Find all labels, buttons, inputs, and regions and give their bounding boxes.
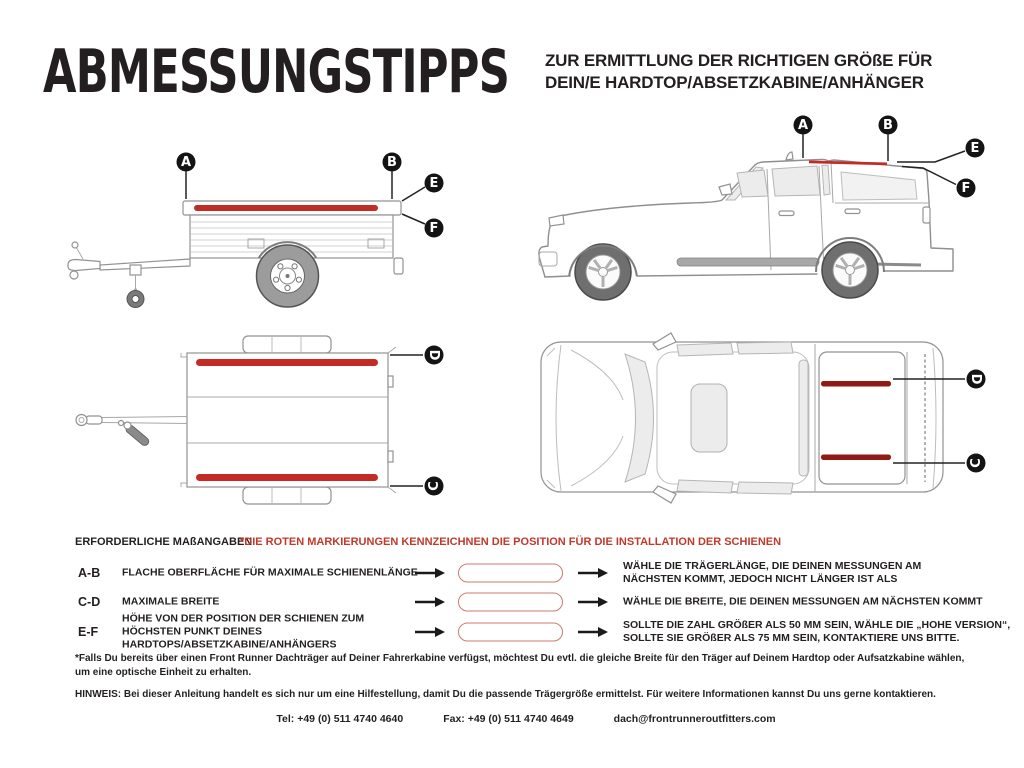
arrow-right-icon bbox=[415, 567, 445, 579]
rail-position-marking-red bbox=[196, 474, 378, 481]
arrow-right-icon bbox=[415, 626, 445, 638]
marker-b-label: B bbox=[387, 155, 397, 170]
rail-position-marking-dark-red bbox=[821, 381, 891, 387]
marker-d-label: D bbox=[968, 373, 983, 385]
rail-position-marking-red bbox=[194, 205, 378, 211]
truck-side-step bbox=[677, 258, 819, 266]
row-instruction: WÄHLE DIE TRÄGERLÄNGE, DIE DEINEN MESSUNGEN AM NÄCHSTEN KOMMT, JEDOCH NICHT LÄNGER IST ALS bbox=[623, 560, 922, 585]
row-key: C-D bbox=[78, 595, 101, 609]
arrow-right-icon bbox=[578, 626, 608, 638]
rail-position-marking-red bbox=[196, 359, 378, 366]
marker-f-label: F bbox=[961, 181, 971, 196]
contact-tel: Tel: +49 (0) 511 4740 4640 bbox=[276, 713, 404, 725]
trailer-drawbar bbox=[102, 417, 187, 424]
row-instruction: WÄHLE DIE BREITE, DIE DEINEN MESSUNGEN AM NÄCHSTEN KOMMT bbox=[623, 595, 983, 608]
marker-d-label: D bbox=[426, 349, 441, 361]
truck-top-view-diagram bbox=[525, 328, 1015, 533]
contact-fax: Fax: +49 (0) 511 4740 4649 bbox=[443, 713, 574, 725]
asterisk-footnote: *Falls Du bereits über einen Front Runner Dachträger auf Deiner Fahrerkabine verfügst, möchtest Du evtl. die gleiche Breite für den Träger auf Deinem Hardtop oder Aufsatzkabine wählen, um eine optische Einheit zu erhalten. bbox=[75, 653, 965, 678]
truck-headlight bbox=[549, 215, 564, 226]
trailer-drawbar bbox=[100, 259, 190, 270]
measurement-field-pill bbox=[458, 593, 563, 612]
arrow-right-icon bbox=[415, 596, 445, 608]
truck-taillight bbox=[923, 207, 930, 223]
marker-f-label: F bbox=[429, 221, 439, 236]
marker-c-label: C bbox=[427, 481, 442, 491]
measurement-field-pill bbox=[458, 623, 563, 642]
truck-rear-window bbox=[799, 360, 808, 476]
subtitle-line-2: DEIN/E HARDTOP/ABSETZKABINE/ANHÄNGER bbox=[545, 72, 924, 92]
trailer-fender-bottom bbox=[243, 487, 331, 504]
marker-b-label: B bbox=[883, 118, 893, 133]
trailer-top-view-diagram bbox=[30, 323, 470, 528]
contact-email: dach@frontrunneroutfitters.com bbox=[613, 713, 776, 725]
marker-c-label: C bbox=[969, 458, 984, 468]
subtitle-line-1: ZUR ERMITTLUNG DER RICHTIGEN GRÖßE FÜR bbox=[545, 51, 933, 70]
measurements-heading: ERFORDERLICHE MAßANGABEN bbox=[75, 536, 253, 548]
truck-canopy-top bbox=[819, 352, 905, 484]
page-subtitle bbox=[545, 50, 932, 93]
marker-e-label: E bbox=[429, 176, 439, 191]
trailer-jockey-wheel bbox=[130, 265, 141, 275]
row-instruction: SOLLTE DIE ZAHL GRÖßER ALS 50 MM SEIN, WÄHLE DIE „HOHE VERSION“, SOLLTE SIE GRÖßER ALS 75 MM SEIN, KONTAKTIERE UNS BITTE. bbox=[623, 619, 1011, 644]
row-key: A-B bbox=[78, 566, 101, 580]
row-label: FLACHE OBERFLÄCHE FÜR MAXIMALE SCHIENENLÄNGE bbox=[122, 566, 418, 579]
canopy-side-window bbox=[841, 172, 917, 200]
marker-a-label: A bbox=[797, 118, 809, 133]
hinweis-note: HINWEIS: Bei dieser Anleitung handelt es sich nur um eine Hilfestellung, damit Du die passende Trägergröße ermittelst. Für weitere Informationen kannst Du uns gerne kontaktieren. bbox=[75, 689, 936, 700]
row-label: MAXIMALE BREITE bbox=[122, 595, 220, 608]
arrow-right-icon bbox=[578, 596, 608, 608]
measurement-field-pill bbox=[458, 564, 563, 583]
marker-e-label: E bbox=[970, 141, 980, 156]
page-title: ABMESSUNGSTIPPS bbox=[43, 37, 510, 107]
truck-side-view-diagram bbox=[525, 100, 1015, 315]
truck-sunroof bbox=[691, 384, 727, 452]
arrow-right-icon bbox=[578, 567, 608, 579]
red-markings-note: *DIE ROTEN MARKIERUNGEN KENNZEICHNEN DIE POSITION FÜR DIE INSTALLATION DER SCHIENEN bbox=[240, 536, 782, 548]
trailer-side-view-diagram bbox=[30, 118, 470, 323]
contact-line bbox=[14, 713, 1024, 725]
rail-position-marking-dark-red bbox=[821, 455, 891, 461]
row-key: E-F bbox=[78, 625, 99, 639]
trailer-fender-top bbox=[243, 336, 331, 353]
truck-mirror bbox=[719, 184, 732, 195]
marker-a-label: A bbox=[180, 155, 192, 170]
row-label: HÖHE VON DER POSITION DER SCHIENEN ZUM HÖCHSTEN PUNKT DEINES HARDTOPS/ABSETZKABINE/ANHÄNGERS bbox=[122, 612, 365, 651]
trailer-box-top bbox=[187, 353, 388, 487]
